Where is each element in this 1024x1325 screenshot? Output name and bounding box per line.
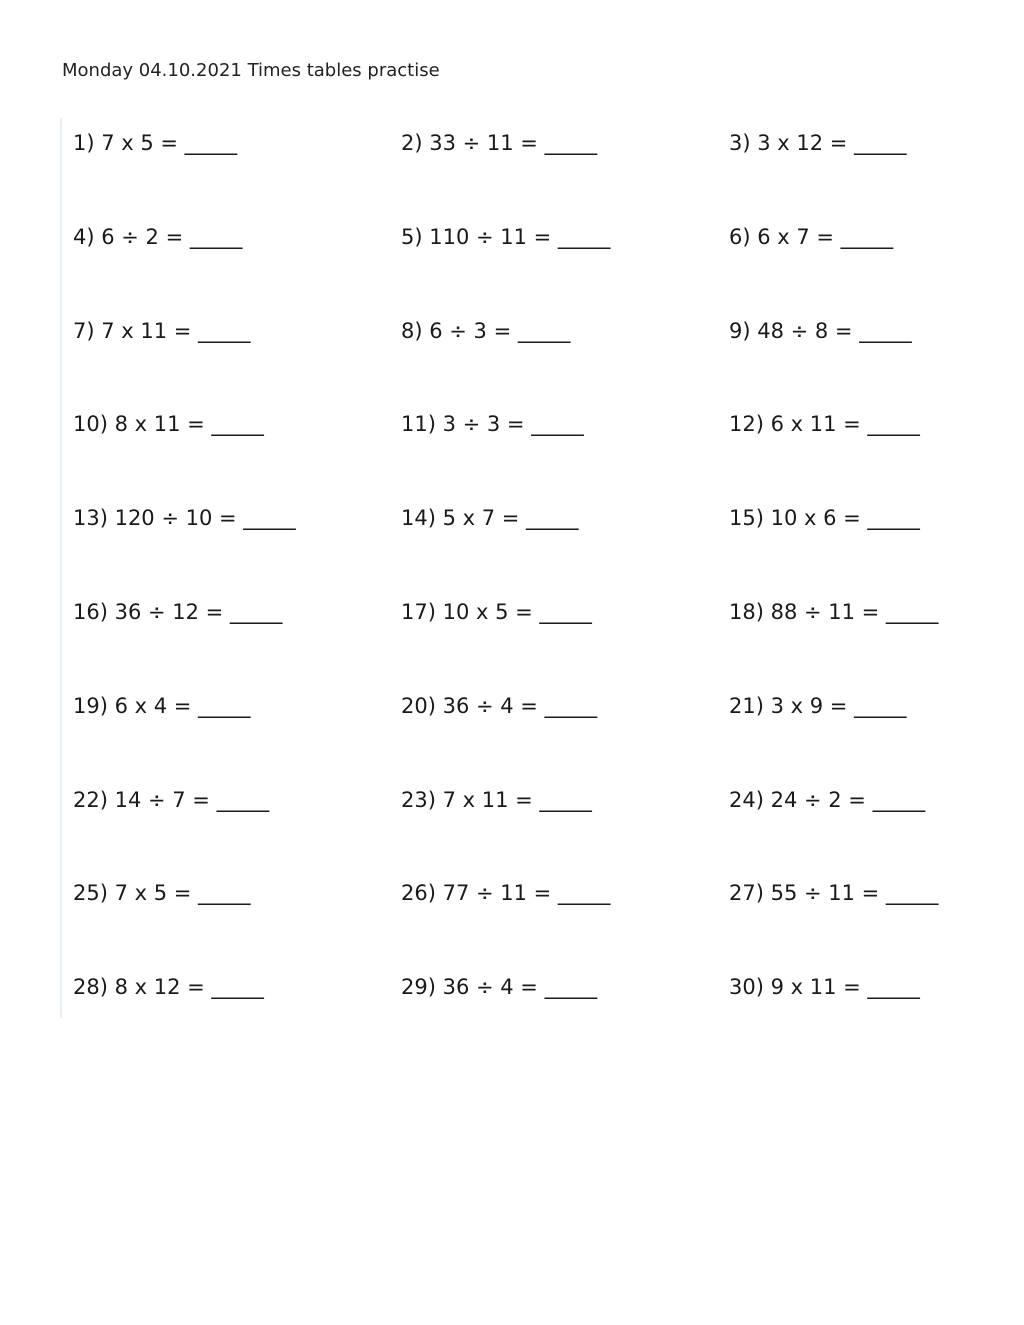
question-13: 13) 120 ÷ 10 = _____	[73, 506, 296, 531]
question-18: 18) 88 ÷ 11 = _____	[729, 599, 939, 624]
page-title: Monday 04.10.2021 Times tables practise	[62, 60, 440, 81]
question-grid	[73, 129, 969, 1067]
question-11: 11) 3 ÷ 3 = _____	[401, 412, 584, 437]
question-15: 15) 10 x 6 = _____	[729, 506, 920, 531]
question-24: 24) 24 ÷ 2 = _____	[729, 787, 926, 812]
question-26: 26) 77 ÷ 11 = _____	[401, 881, 611, 906]
question-25: 25) 7 x 5 = _____	[73, 881, 251, 906]
question-4: 4) 6 ÷ 2 = _____	[73, 224, 243, 249]
question-19: 19) 6 x 4 = _____	[73, 693, 251, 718]
question-6: 6) 6 x 7 = _____	[729, 224, 894, 249]
question-8: 8) 6 ÷ 3 = _____	[401, 318, 571, 343]
question-3: 3) 3 x 12 = _____	[729, 131, 907, 155]
question-9: 9) 48 ÷ 8 = _____	[729, 318, 912, 343]
question-23: 23) 7 x 11 = _____	[401, 787, 592, 812]
question-7: 7) 7 x 11 = _____	[73, 318, 251, 343]
question-10: 10) 8 x 11 = _____	[73, 412, 264, 437]
question-21: 21) 3 x 9 = _____	[729, 693, 907, 718]
question-17: 17) 10 x 5 = _____	[401, 599, 592, 624]
worksheet	[60, 118, 962, 1018]
question-20: 20) 36 ÷ 4 = _____	[401, 693, 598, 718]
question-14: 14) 5 x 7 = _____	[401, 506, 579, 531]
question-28: 28) 8 x 12 = _____	[73, 975, 264, 1000]
question-29: 29) 36 ÷ 4 = _____	[401, 975, 598, 1000]
question-16: 16) 36 ÷ 12 = _____	[73, 599, 283, 624]
question-22: 22) 14 ÷ 7 = _____	[73, 787, 270, 812]
question-12: 12) 6 x 11 = _____	[729, 412, 920, 437]
question-2: 2) 33 ÷ 11 = _____	[401, 131, 598, 155]
question-30: 30) 9 x 11 = _____	[729, 975, 920, 1000]
question-1: 1) 7 x 5 = _____	[73, 131, 238, 155]
question-5: 5) 110 ÷ 11 = _____	[401, 224, 611, 249]
question-27: 27) 55 ÷ 11 = _____	[729, 881, 939, 906]
